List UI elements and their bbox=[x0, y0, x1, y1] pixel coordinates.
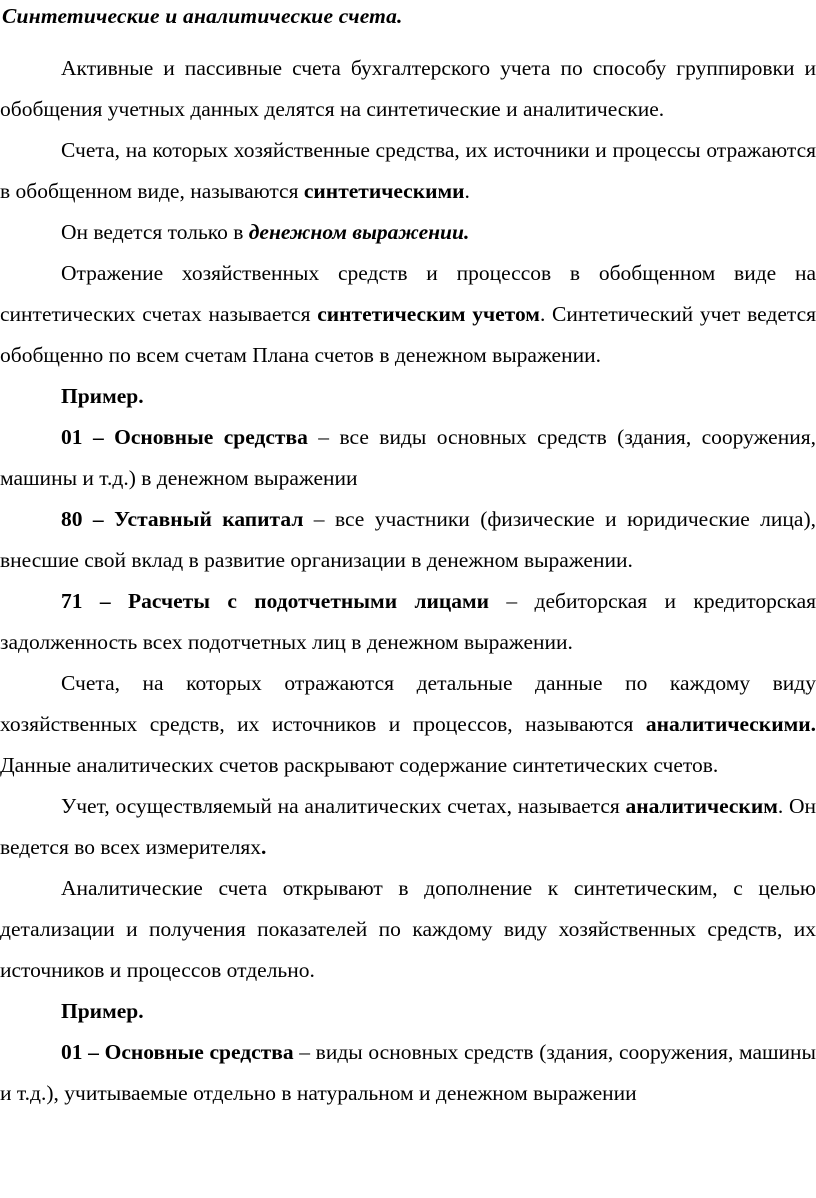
example-label-1: Пример. bbox=[61, 384, 144, 408]
example-heading-1 bbox=[0, 376, 816, 417]
example-account-80 bbox=[0, 499, 816, 581]
paragraph-analytic-accounting-period: . bbox=[260, 835, 267, 859]
paragraph-analytic-definition bbox=[0, 663, 816, 786]
example-account-71 bbox=[0, 581, 816, 663]
paragraph-synthetic-definition-end: . bbox=[464, 179, 470, 203]
paragraph-analytic-accounting-end: . Он ведется во всех измерителях bbox=[0, 794, 816, 859]
account-01-name: 01 – Основные средства bbox=[61, 425, 308, 449]
paragraph-analytic-purpose: Аналитические счета открывают в дополнение к синтетическим, с целью детализации и получения показателей по каждому виду хозяйственных средств, их источников и процессов отдельно. bbox=[0, 876, 816, 982]
term-analytic-accounting: аналитическим bbox=[625, 794, 778, 818]
paragraph-synthetic-definition bbox=[0, 130, 816, 212]
term-monetary-expression: денежном выражении. bbox=[248, 220, 470, 244]
term-synthetic: синтетическими bbox=[303, 179, 465, 203]
account-71-name: 71 – Расчеты с подотчетными лицами bbox=[61, 589, 490, 613]
paragraph-analytic-definition-end: Данные аналитических счетов раскрывают содержание синтетических счетов. bbox=[0, 753, 719, 777]
example-account-01 bbox=[0, 417, 816, 499]
term-analytic: аналитическими. bbox=[645, 712, 816, 736]
paragraph-synthetic-accounting-end: . Синтетический учет ведется обобщенно по всем счетам Плана счетов в денежном выражении. bbox=[0, 302, 816, 367]
account-71-description: – дебиторская и кредиторская задолженность всех подотчетных лиц в денежном выражении. bbox=[0, 589, 816, 654]
paragraph-synthetic-accounting bbox=[0, 253, 816, 376]
example-account-01-analytic bbox=[0, 1032, 816, 1114]
paragraph-monetary-text: Он ведется только в bbox=[61, 220, 249, 244]
paragraph-intro: Активные и пассивные счета бухгалтерского учета по способу группировки и обобщения учетных данных делятся на синтетические и аналитические. bbox=[0, 56, 816, 121]
account-01-analytic-description: – виды основных средств (здания, сооружения, машины и т.д.), учитываемые отдельно в натуральном и денежном выражении bbox=[0, 1040, 816, 1105]
account-01-description: – все виды основных средств (здания, сооружения, машины и т.д.) в денежном выражении bbox=[0, 425, 816, 490]
paragraph-synthetic-definition-text: Счета, на которых хозяйственные средства, их источники и процессы отражаются в обобщенном виде, называются bbox=[0, 138, 816, 203]
example-heading-2 bbox=[0, 991, 816, 1032]
example-label-2: Пример. bbox=[61, 999, 144, 1023]
paragraph-synthetic-accounting-text: Отражение хозяйственных средств и процессов в обобщенном виде на синтетических счетах называется bbox=[0, 261, 816, 326]
paragraph-analytic-accounting-text: Учет, осуществляемый на аналитических счетах, называется bbox=[61, 794, 626, 818]
paragraph-monetary bbox=[0, 212, 816, 253]
paragraph-analytic-definition-text: Счета, на которых отражаются детальные данные по каждому виду хозяйственных средств, их источников и процессов, называются bbox=[0, 671, 816, 736]
account-01-analytic-name: 01 – Основные средства bbox=[61, 1040, 294, 1064]
term-synthetic-accounting: синтетическим учетом bbox=[317, 302, 540, 326]
account-80-name: 80 – Уставный капитал bbox=[61, 507, 304, 531]
paragraph-analytic-accounting bbox=[0, 786, 816, 868]
document-title: Синтетические и аналитические счета. bbox=[2, 4, 403, 28]
account-80-description: – все участники (физические и юридические лица), внесшие свой вклад в развитие организации в денежном выражении. bbox=[0, 507, 816, 572]
